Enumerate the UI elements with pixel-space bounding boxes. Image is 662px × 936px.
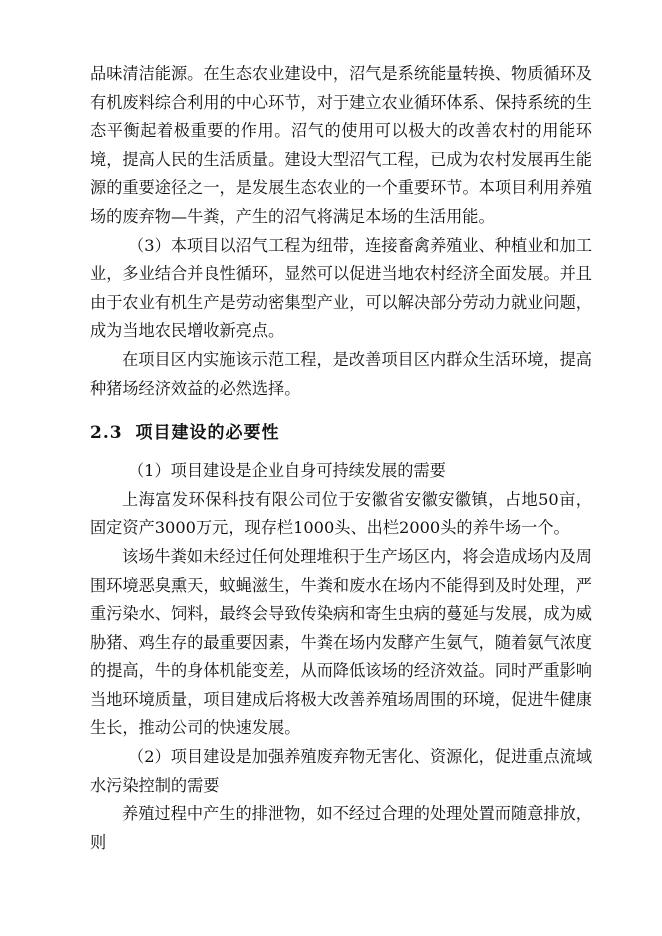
section-heading — [90, 419, 592, 447]
paragraph-demo-project: 在项目区内实施该示范工程，是改善项目区内群众生活环境，提高种猪场经济效益的必然选择。 — [90, 349, 592, 398]
paragraph-point-3: （3）本项目以沼气工程为纽带，连接畜禽养殖业、种植业和加工业，多业结合并良性循环，显然可以促进当地农村经济全面发展。并且由于农业有机生产是劳动密集型产业，可以解决部分劳动力就业问题，成为当地农民增收新亮点。 — [90, 235, 592, 341]
section-title: 项目建设的必要性 — [135, 423, 280, 444]
paragraph-manure-impact: 该场牛粪如未经过任何处理堆积于生产场区内，将会造成场内及周围环境恶臭熏天，蚊蝇滋生，牛粪和废水在场内不能得到及时处理，严重污染水、饲料，最终会导致传染病和寄生虫病的蔓延与发展，成为威胁猪、鸡生存的最重要因素，牛粪在场内发酵产生氨气，随着氨气浓度的提高，牛的身体机能变差，从而降低该场的经济效益。同时严重影响当地环境质量，项目建成后将极大改善养殖场周围的环境，促进牛健康生长，推动公司的快速发展。 — [90, 546, 592, 738]
subheading-necessity-2: （2）项目建设是加强养殖废弃物无害化、资源化，促进重点流域水污染控制的需要 — [90, 747, 592, 795]
subheading-necessity-1: （1）项目建设是企业自身可持续发展的需要 — [128, 461, 446, 481]
section-number: 2.3 — [90, 423, 123, 444]
document-body — [90, 60, 592, 857]
paragraph-company-info: 上海富发环保科技有限公司位于安徽省安徽安徽镇，占地50亩，固定资产3000万元，现存栏1000头、出栏2000头的养牛场一个。 — [90, 489, 592, 538]
paragraph-waste-discharge: 养殖过程中产生的排泄物，如不经过合理的处理处置而随意排放，则 — [90, 804, 592, 852]
paragraph-biogas-role: 品味清洁能源。在生态农业建设中，沼气是系统能量转换、物质循环及有机废料综合利用的中心环节，对于建立农业循环体系、保持系统的生态平衡起着极重要的作用。沼气的使用可以极大的改善农村的用能环境，提高人民的生活质量。建设大型沼气工程，已成为农村发展再生能源的重要途径之一，是发展生态农业的一个重要环节。本项目利用养殖场的废弃物—牛粪，产生的沼气将满足本场的生活用能。 — [90, 64, 592, 226]
